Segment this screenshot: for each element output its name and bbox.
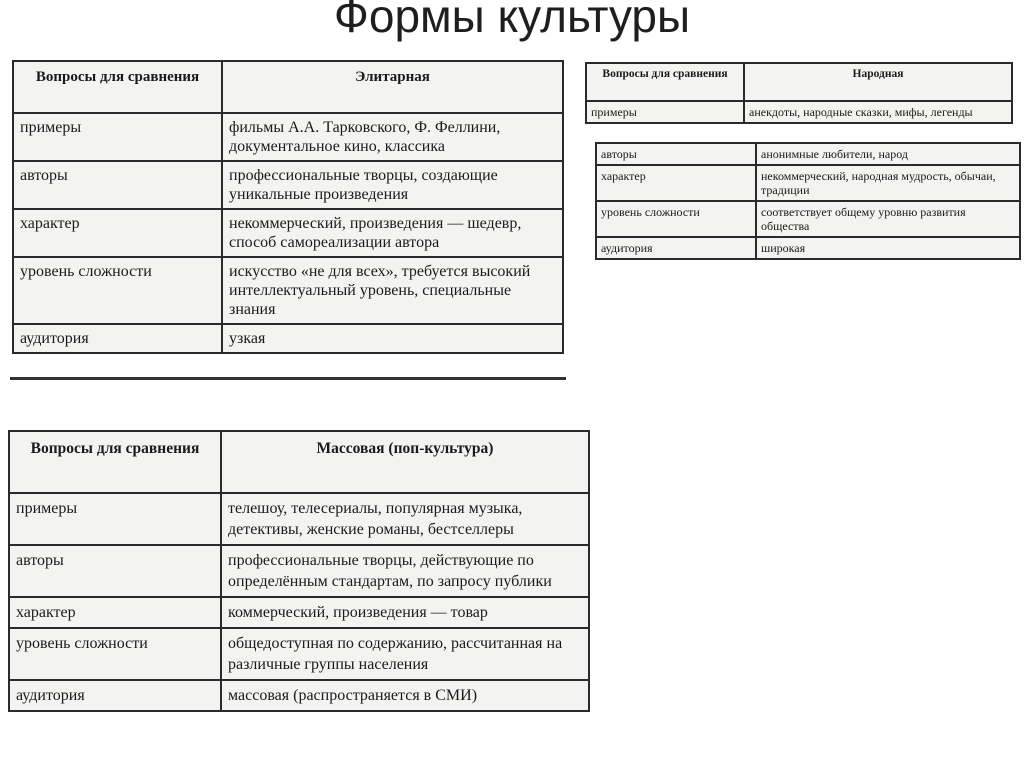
table-row [596, 165, 1020, 201]
row-value: соответствует общему уровню развития общества [756, 201, 1020, 237]
header-questions: Вопросы для сравнения [586, 63, 744, 101]
row-value: общедоступная по содержанию, рассчитанная на различные группы населения [221, 628, 589, 680]
row-label: авторы [9, 545, 221, 597]
table-row [9, 680, 589, 711]
row-label: примеры [586, 101, 744, 123]
row-label: уровень сложности [13, 257, 222, 324]
folk-culture-table-bottom [595, 142, 1021, 260]
row-label: характер [13, 209, 222, 257]
row-value: фильмы А.А. Тарковского, Ф. Феллини, документальное кино, классика [222, 113, 563, 161]
row-value: анонимные любители, народ [756, 143, 1020, 165]
header-elite: Элитарная [222, 61, 563, 113]
table-row [586, 101, 1012, 123]
row-value: коммерческий, произведения — товар [221, 597, 589, 628]
row-label: характер [596, 165, 756, 201]
header-questions: Вопросы для сравнения [13, 61, 222, 113]
row-label: аудитория [13, 324, 222, 353]
row-label: аудитория [596, 237, 756, 259]
row-label: авторы [13, 161, 222, 209]
row-value: анекдоты, народные сказки, мифы, легенды [744, 101, 1012, 123]
table-row [9, 545, 589, 597]
slide-title: Формы культуры [333, 0, 691, 42]
row-value: некоммерческий, народная мудрость, обычаи, традиции [756, 165, 1020, 201]
table-row [9, 597, 589, 628]
table-row [596, 143, 1020, 165]
row-value: массовая (распространяется в СМИ) [221, 680, 589, 711]
table-row [9, 493, 589, 545]
row-label: уровень сложности [596, 201, 756, 237]
row-value: профессиональные творцы, создающие уникальные произведения [222, 161, 563, 209]
elite-culture-table [12, 60, 564, 354]
folk-culture-table-top [585, 62, 1013, 124]
scan-divider [10, 377, 566, 380]
table-row [13, 209, 563, 257]
header-folk: Народная [744, 63, 1012, 101]
row-value: телешоу, телесериалы, популярная музыка, детективы, женские романы, бестселлеры [221, 493, 589, 545]
table-row [13, 113, 563, 161]
row-label: аудитория [9, 680, 221, 711]
row-value: профессиональные творцы, действующие по определённым стандартам, по запросу публики [221, 545, 589, 597]
row-label: характер [9, 597, 221, 628]
header-questions: Вопросы для сравнения [9, 431, 221, 493]
table-row [13, 257, 563, 324]
row-value: узкая [222, 324, 563, 353]
row-value: широкая [756, 237, 1020, 259]
row-value: некоммерческий, произведения — шедевр, способ самореализации автора [222, 209, 563, 257]
table-row [596, 237, 1020, 259]
table-row [13, 324, 563, 353]
row-label: авторы [596, 143, 756, 165]
row-label: уровень сложности [9, 628, 221, 680]
row-value: искусство «не для всех», требуется высокий интеллектуальный уровень, специальные знания [222, 257, 563, 324]
table-row [9, 628, 589, 680]
mass-culture-table [8, 430, 590, 712]
row-label: примеры [9, 493, 221, 545]
row-label: примеры [13, 113, 222, 161]
header-mass: Массовая (поп-культура) [221, 431, 589, 493]
table-row [13, 161, 563, 209]
table-row [596, 201, 1020, 237]
